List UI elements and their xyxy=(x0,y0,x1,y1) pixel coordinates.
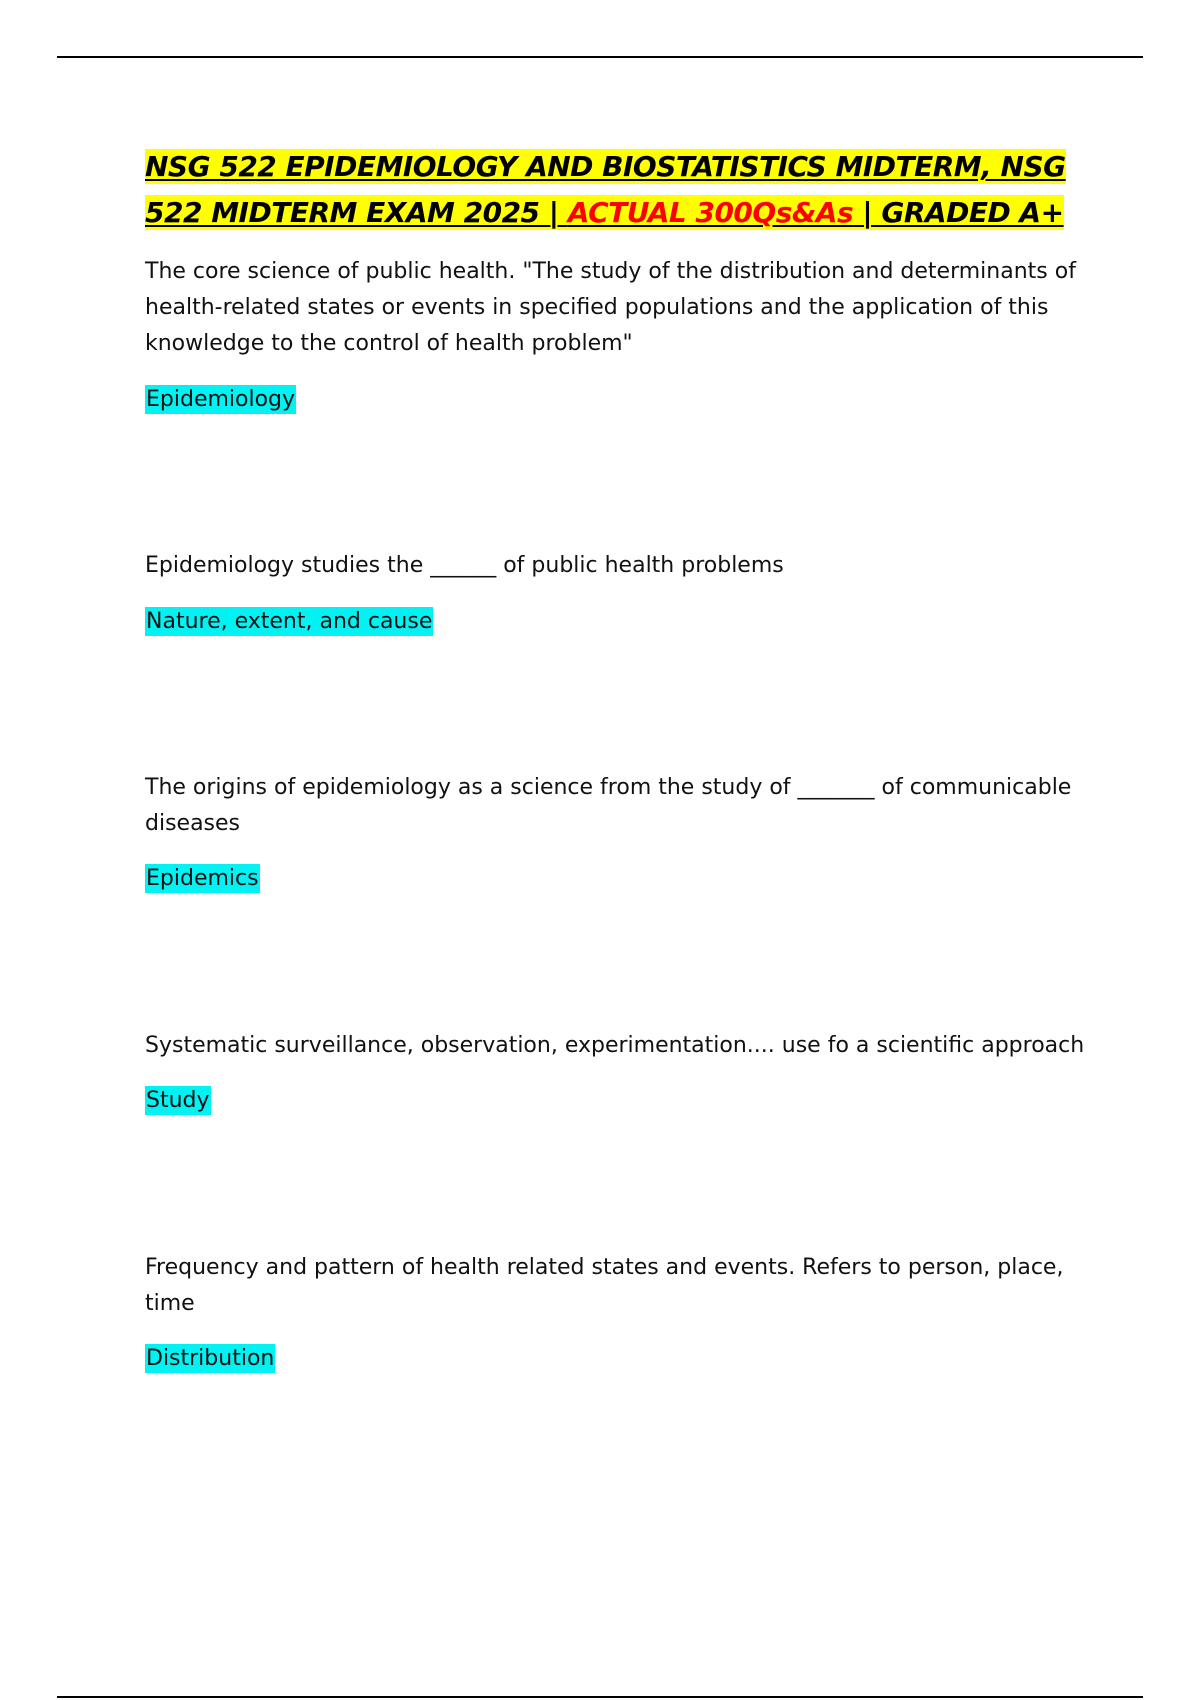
document-title xyxy=(145,144,1085,236)
answer-text xyxy=(145,1084,211,1118)
title-grade: | GRADED A+ xyxy=(853,196,1064,229)
top-rule xyxy=(57,56,1143,58)
title-accent: ACTUAL 300Qs&As xyxy=(567,196,854,229)
answer-text xyxy=(145,862,260,896)
title-main: NSG 522 EPIDEMIOLOGY AND BIOSTATISTICS MIDTERM, NSG 522 MIDTERM EXAM 2025 | xyxy=(145,150,1066,229)
question-text: Epidemiology studies the ______ of public health problems xyxy=(145,553,784,578)
answer-highlight: Study xyxy=(146,1088,210,1113)
answer-highlight: Epidemics xyxy=(146,866,259,891)
bottom-rule xyxy=(57,1696,1143,1698)
question-text: The core science of public health. "The study of the distribution and determinants of health-related states or events in specified populations and the application of this knowledge to the control of health problem" xyxy=(145,259,1076,356)
question-text: Systematic surveillance, observation, experimentation.... use fo a scientific approach xyxy=(145,1033,1085,1058)
answer-highlight: Epidemiology xyxy=(146,387,296,412)
title-highlight xyxy=(145,149,1066,230)
question-text: Frequency and pattern of health related states and events. Refers to person, place, time xyxy=(145,1255,1064,1316)
answer-highlight: Nature, extent, and cause xyxy=(146,609,433,634)
answer-text xyxy=(145,605,433,639)
answer-highlight: Distribution xyxy=(146,1346,275,1371)
answer-text xyxy=(145,1342,275,1376)
question-text: The origins of epidemiology as a science from the study of _______ of communicable diseases xyxy=(145,775,1072,836)
answer-text xyxy=(145,383,296,417)
